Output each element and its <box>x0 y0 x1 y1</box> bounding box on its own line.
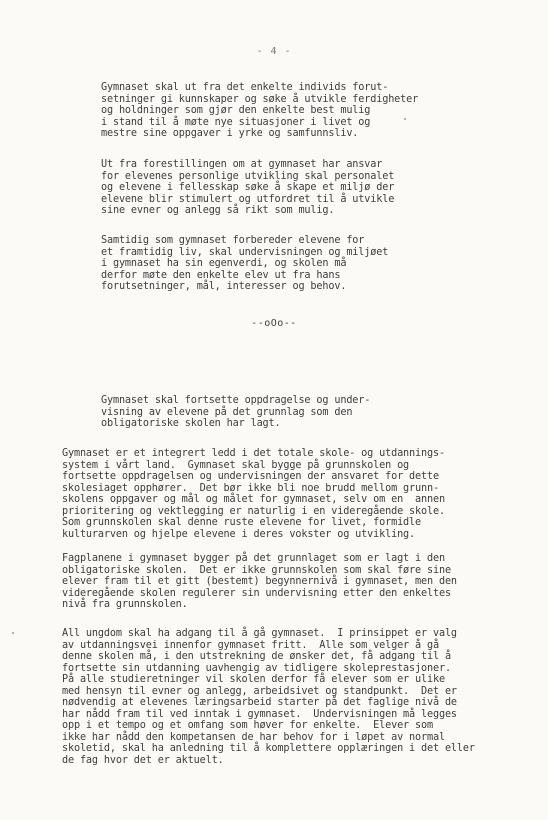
text-line: i stand til å møte nye situasjoner i livet og <box>101 116 371 128</box>
text-line: visning av elevene på det grunnlag som den <box>101 406 353 418</box>
text-line: skolesiaget opphører. Det bør ikke bli noe brudd mellom grunn- <box>62 482 439 494</box>
paragraph <box>101 395 370 430</box>
text-line: for elevenes personlige utvikling skal personalet <box>101 170 395 182</box>
text-line: prioritering og vektlegging er naturlig i en videregående skole. <box>62 505 445 517</box>
text-line: de fag hvor det er aktuelt. <box>62 754 224 766</box>
text-line: fortsette oppdragelsen og undervisningen der ansvaret for dette <box>62 471 439 482</box>
scan-speck <box>404 118 406 120</box>
text-line: Gymnaset skal fortsette oppdragelse og under- <box>101 395 371 406</box>
text-line: setninger gi kunnskaper og søke å utvikle ferdigheter <box>101 93 419 105</box>
text-line: skolens oppgaver og mål og målet for gymnaset, selv om en annen <box>62 494 445 505</box>
text-line: og elevene i fellesskap søke å skape et miljø der <box>101 182 395 193</box>
text-line: obligatoriske skolen. Det er ikke grunnskolen som skal føre sine <box>62 564 451 576</box>
text-line: Gymnaset skal ut fra det enkelte individs forut- <box>101 82 389 93</box>
section-divider: --oOo-- <box>251 318 297 329</box>
text-line: kulturarven og hjelpe elevene i deres vokster og utvikling. <box>62 528 416 540</box>
paragraph <box>101 235 388 293</box>
page-number: - 4 - <box>256 46 292 57</box>
text-line: i gymnaset ha sin egenverdi, og skolen må <box>101 258 347 269</box>
text-line: opp i et tempo og et omfang som høver for enkelte. Elever som <box>62 720 433 731</box>
text-line: På alle studieretninger vil skolen derfor få elever som er ulike <box>62 674 445 685</box>
text-line: har nådd fram til ved inntak i gymnaset. Undervisningen må legges <box>62 708 457 720</box>
paragraph <box>62 553 457 611</box>
text-line: derfor møte den enkelte elev ut fra hans <box>101 269 341 281</box>
text-line: All ungdom skal ha adgang til å gå gymnaset. I prinsippet er valg <box>62 628 457 639</box>
paragraph <box>101 159 394 217</box>
text-line: Ut fra forestillingen om at gymnaset har ansvar <box>101 159 383 170</box>
text-line: sine evner og anlegg så rikt som mulig. <box>101 205 335 216</box>
text-line: system i vårt land. Gymnaset skal bygge på grunnskolen og <box>62 459 410 471</box>
text-line: et framtidig liv, skal undervisningen og miljøet <box>101 246 389 258</box>
paragraph <box>62 628 475 766</box>
text-line: elevene blir stimulert og utfordret til å utvikle <box>101 193 395 205</box>
text-line: elever fram til et gitt (bestemt) begynnernivå i gymnaset, men den <box>62 576 457 587</box>
paragraph <box>62 448 445 540</box>
text-line: nødvendig at elevenes læringsarbeid starter på det faglige nivå de <box>62 697 457 708</box>
scan-speck <box>12 632 14 634</box>
text-line: skoletid, skal ha anledning til å komplettere opplæringen i det eller <box>62 743 475 754</box>
text-line: og holdninger som gjør den enkelte best mulig <box>101 105 371 116</box>
text-line: Som grunnskolen skal denne ruste elevene for livet, formidle <box>62 517 422 528</box>
paragraph <box>101 82 418 140</box>
text-line: Samtidig som gymnaset forbereder elevene for <box>101 235 365 246</box>
text-line: mestre sine oppgaver i yrke og samfunnsliv. <box>101 128 359 139</box>
text-line: med hensyn til evner og anlegg, arbeidsivet og standpunkt. Det er <box>62 685 457 697</box>
text-line: nivå fra grunnskolen. <box>62 599 188 610</box>
text-line: av utdanningsvei innenfor gymnaset fritt. Alle som velger å gå <box>62 639 439 651</box>
text-line: denne skolen må, i den utstrekning de ønsker det, få adgang til å <box>62 651 451 662</box>
text-line: forutsetninger, mål, interesser og behov. <box>101 281 347 292</box>
text-line: videregående skolen regulerer sin undervisning etter den enkeltes <box>62 587 451 599</box>
text-line: ikke har nådd den kompetansen de har behov for i løpet av normal <box>62 731 445 743</box>
text-line: Fagplanene i gymnaset bygger på det grunnlaget som er lagt i den <box>62 553 445 564</box>
text-line: obligatoriske skolen har lagt. <box>101 418 281 429</box>
text-line: Gymnaset er et integrert ledd i det totale skole- og utdannings- <box>62 448 445 459</box>
text-line: fortsette sin utdanning uavhengig av tidligere skoleprestasjoner. <box>62 662 451 674</box>
